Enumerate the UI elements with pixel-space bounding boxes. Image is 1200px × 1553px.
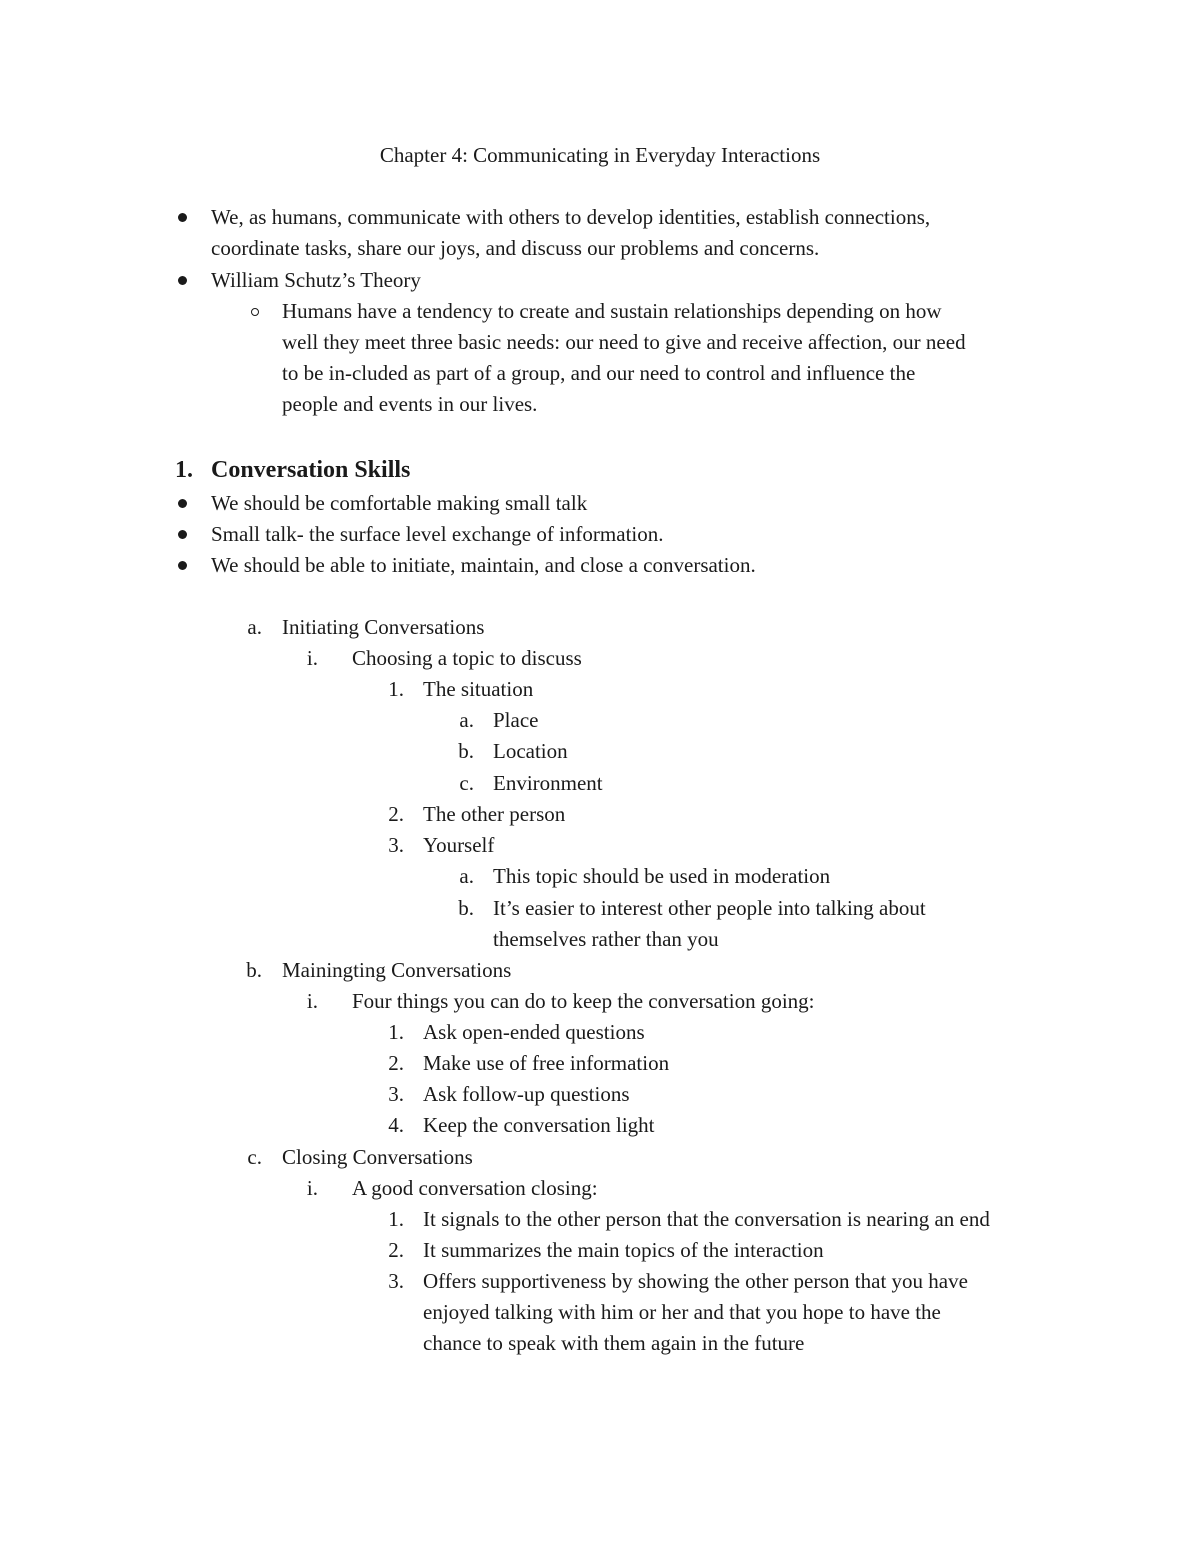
list-item-easier-line-1: It’s easier to interest other people into talking about <box>493 896 926 920</box>
schutz-sub-line-2: well they meet three basic needs: our need to give and receive affection, our need <box>282 330 966 354</box>
section-bullet-3: We should be able to initiate, maintain, and close a conversation. <box>211 553 756 577</box>
list-item-supportiveness-line-2: enjoyed talking with him or her and that you hope to have the <box>423 1300 941 1324</box>
list-item-supportiveness-line-1: Offers supportiveness by showing the other person that you have <box>423 1269 968 1293</box>
list-item-maintaining: Mainingting Conversations <box>282 958 512 982</box>
intro-bullet-1-line-2: coordinate tasks, share our joys, and discuss our problems and concerns. <box>211 236 820 260</box>
section-number: 1. <box>175 457 193 483</box>
list-item-open-ended: Ask open-ended questions <box>423 1020 645 1044</box>
bullet-dot <box>178 499 187 508</box>
list-marker: 2. <box>388 1238 404 1262</box>
list-item-environment: Environment <box>493 771 603 795</box>
list-marker: 4. <box>388 1113 404 1137</box>
section-bullet-2: Small talk- the surface level exchange of information. <box>211 522 664 546</box>
schutz-sub-line-3: to be in-cluded as part of a group, and our need to control and influence the <box>282 361 916 385</box>
list-item-place: Place <box>493 708 539 732</box>
list-item-choosing-topic: Choosing a topic to discuss <box>352 646 582 670</box>
list-item-yourself: Yourself <box>423 833 495 857</box>
list-marker: 3. <box>388 833 404 857</box>
list-marker: a. <box>459 708 474 732</box>
list-marker: 1. <box>388 1020 404 1044</box>
list-item-supportiveness-line-3: chance to speak with them again in the future <box>423 1331 805 1355</box>
list-marker: b. <box>246 958 262 982</box>
list-item-initiating: Initiating Conversations <box>282 615 485 639</box>
list-item-other-person: The other person <box>423 802 566 826</box>
list-item-closing: Closing Conversations <box>282 1145 473 1169</box>
list-marker: 1. <box>388 677 404 701</box>
list-marker: a. <box>247 615 262 639</box>
section-heading: Conversation Skills <box>211 457 411 483</box>
list-marker: c. <box>459 771 474 795</box>
list-item-moderation: This topic should be used in moderation <box>493 864 831 888</box>
list-item-keep-light: Keep the conversation light <box>423 1113 655 1137</box>
list-marker: i. <box>306 646 318 670</box>
list-marker: b. <box>458 896 474 920</box>
list-marker: 3. <box>388 1082 404 1106</box>
list-marker: c. <box>247 1145 262 1169</box>
bullet-dot <box>178 276 187 285</box>
page-title: Chapter 4: Communicating in Everyday Interactions <box>379 143 821 167</box>
schutz-sub-line-4: people and events in our lives. <box>282 392 538 416</box>
list-marker: i. <box>306 1176 318 1200</box>
list-item-signals: It signals to the other person that the conversation is nearing an end <box>423 1207 990 1231</box>
list-item-summarizes: It summarizes the main topics of the interaction <box>423 1238 824 1262</box>
list-item-four-things: Four things you can do to keep the conversation going: <box>352 989 815 1013</box>
intro-bullet-1-line-1: We, as humans, communicate with others to develop identities, establish connections, <box>211 205 931 229</box>
list-item-follow-up: Ask follow-up questions <box>423 1082 630 1106</box>
list-marker: 2. <box>388 1051 404 1075</box>
list-marker: i. <box>306 989 318 1013</box>
schutz-sub-line-1: Humans have a tendency to create and sustain relationships depending on how <box>282 299 942 323</box>
list-marker: 1. <box>388 1207 404 1231</box>
list-marker: a. <box>459 864 474 888</box>
list-item-good-closing: A good conversation closing: <box>352 1176 598 1200</box>
list-item-situation: The situation <box>423 677 534 701</box>
section-bullet-1: We should be comfortable making small talk <box>211 491 588 515</box>
sub-bullet-circle <box>251 308 259 316</box>
intro-bullet-2: William Schutz’s Theory <box>211 268 421 292</box>
bullet-dot <box>178 530 187 539</box>
list-item-free-information: Make use of free information <box>423 1051 670 1075</box>
list-marker: 3. <box>388 1269 404 1293</box>
list-item-location: Location <box>493 739 568 763</box>
list-marker: 2. <box>388 802 404 826</box>
bullet-dot <box>178 561 187 570</box>
list-marker: b. <box>458 739 474 763</box>
bullet-dot <box>178 213 187 222</box>
list-item-easier-line-2: themselves rather than you <box>493 927 719 951</box>
